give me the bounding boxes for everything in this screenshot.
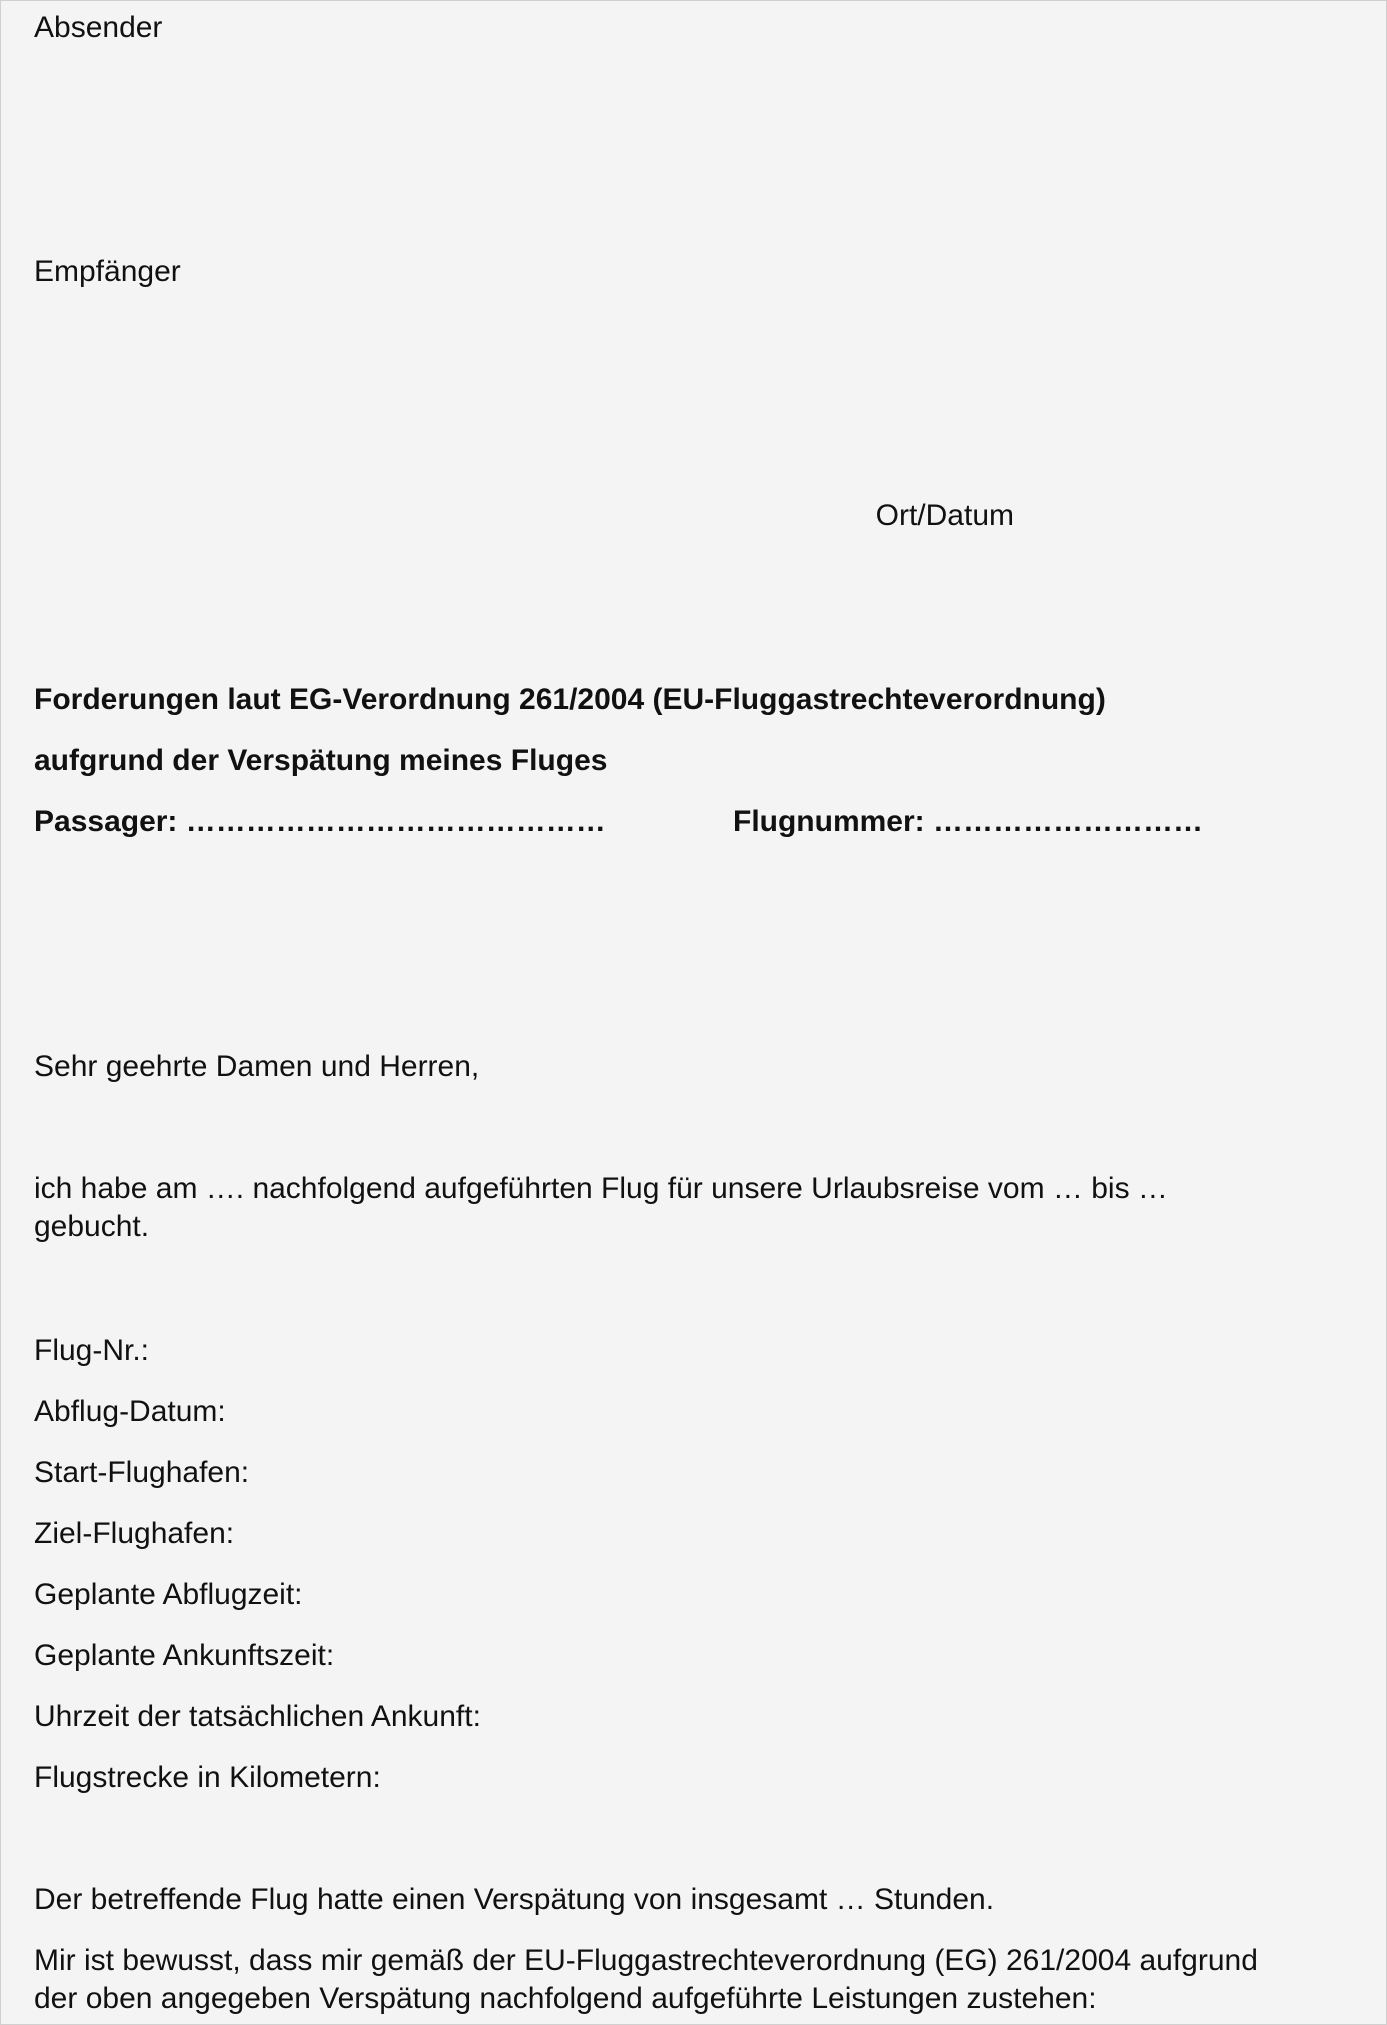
intro-line-1: ich habe am …. nachfolgend aufgeführten Flug für unsere Urlaubsreise vom … bis … [34,1172,1168,1205]
sender-label: Absender [34,11,163,44]
field-start-airport: Start-Flughafen: [34,1456,250,1489]
recipient-label: Empfänger [34,255,181,288]
claim-line-2: der oben angegeben Verspätung nachfolgend aufgeführte Leistungen zustehen: [34,1982,1097,2015]
flight-number-field: Flugnummer: ……………………… [733,805,1203,838]
claim-line-1: Mir ist bewusst, dass mir gemäß der EU-Fluggastrechteverordnung (EG) 261/2004 aufgrund [34,1944,1258,1977]
field-planned-arrival: Geplante Ankunftszeit: [34,1639,335,1672]
field-flight-no: Flug-Nr.: [34,1334,150,1367]
delay-sentence: Der betreffende Flug hatte einen Verspätung von insgesamt … Stunden. [34,1883,995,1916]
field-departure-date: Abflug-Datum: [34,1395,226,1428]
passenger-field: Passager: …………………………………… [34,805,606,838]
place-date-label: Ort/Datum [875,499,1014,532]
field-actual-arrival: Uhrzeit der tatsächlichen Ankunft: [34,1700,481,1733]
field-distance-km: Flugstrecke in Kilometern: [34,1761,381,1794]
subject-line-2: aufgrund der Verspätung meines Fluges [34,744,608,777]
intro-line-2: gebucht. [34,1210,150,1243]
field-planned-departure: Geplante Abflugzeit: [34,1578,303,1611]
salutation: Sehr geehrte Damen und Herren, [34,1050,480,1083]
field-destination-airport: Ziel-Flughafen: [34,1517,235,1550]
subject-line-1: Forderungen laut EG-Verordnung 261/2004 (EU-Fluggastrechteverordnung) [34,683,1106,716]
